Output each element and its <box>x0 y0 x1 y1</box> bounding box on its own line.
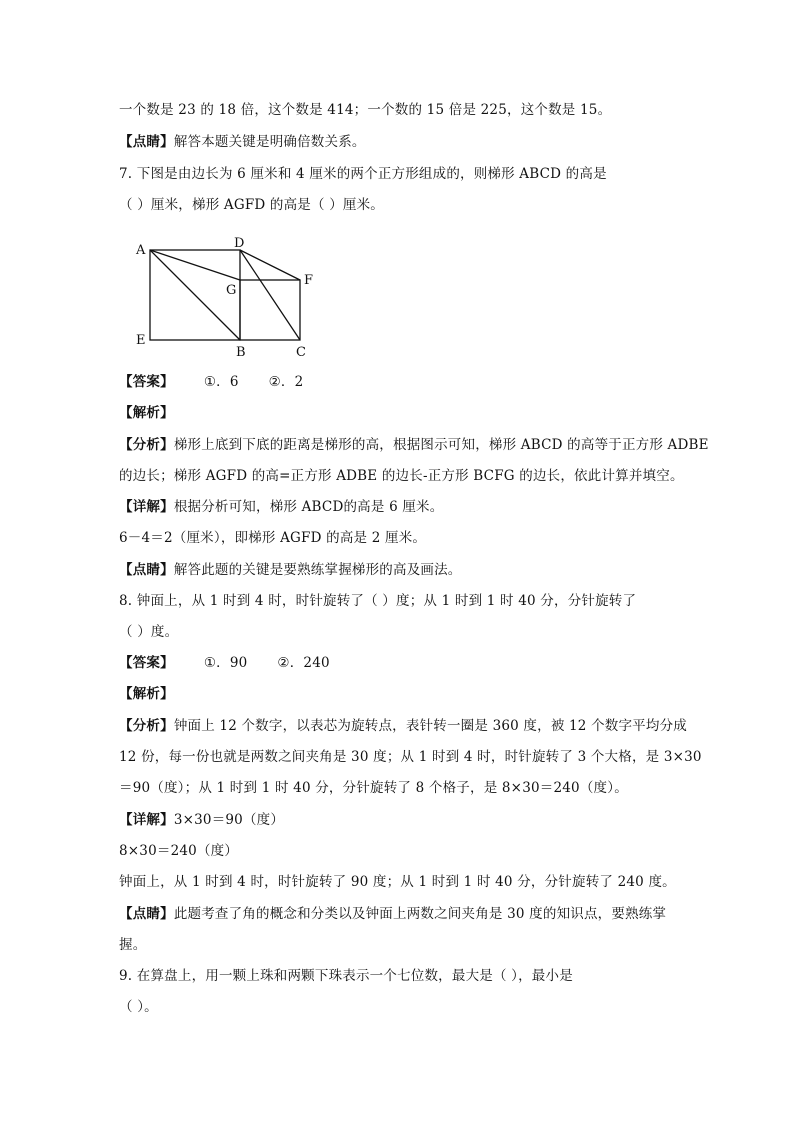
detail-line <box>119 497 699 517</box>
analysis-line <box>119 435 709 455</box>
answer-2: ②．240 <box>277 655 330 671</box>
label-d: D <box>234 236 245 251</box>
answer-line <box>119 653 699 673</box>
analysis-line <box>119 716 699 736</box>
detail-line <box>119 810 699 830</box>
dianjing-line: 握。 <box>119 937 147 953</box>
tag-xiangjie: 【详解】 <box>119 499 174 515</box>
dianjing-line <box>119 904 699 924</box>
question-9-line-2: （ ）。 <box>119 999 158 1015</box>
question-8-line-2: （ ）度。 <box>119 624 179 640</box>
question-8-line-1: 8. 钟面上，从 1 时到 4 时，时针旋转了（ ）度；从 1 时到 1 时 40 分，分针旋转了 <box>119 593 637 609</box>
tag-dianjing: 【点睛】 <box>119 562 174 578</box>
label-e: E <box>136 333 146 348</box>
line-dc <box>240 250 300 340</box>
label-a: A <box>136 243 146 258</box>
label-b: B <box>236 345 246 360</box>
detail-line: 钟面上，从 1 时到 4 时，时针旋转了 90 度；从 1 时到 1 时 40 分，分针旋转了 240 度。 <box>119 874 676 890</box>
tag-dianjing: 【点睛】 <box>119 906 174 922</box>
line-df <box>240 250 300 280</box>
detail-line: 8×30＝240（度） <box>119 843 239 859</box>
tag-answer: 【答案】 <box>119 374 174 390</box>
tag-fenxi: 【分析】 <box>119 718 174 734</box>
tag-dianjing: 【点睛】 <box>119 134 174 150</box>
detail-line: 6－4＝2（厘米），即梯形 AGFD 的高是 2 厘米。 <box>119 530 427 546</box>
trapezoid-figure <box>130 232 330 362</box>
label-g: G <box>226 283 237 298</box>
square-bcfg <box>240 280 300 340</box>
text: 解答此题的关键是要熟练掌握梯形的高及画法。 <box>173 562 462 578</box>
text-line <box>119 132 699 152</box>
answer-1: ①．90 <box>203 655 248 671</box>
text: 梯形上底到下底的距离是梯形的高，根据图示可知，梯形 ABCD 的高等于正方形 ADBE <box>173 437 709 453</box>
text: 解答本题关键是明确倍数关系。 <box>173 134 366 150</box>
analysis-line: 12 份，每一份也就是两数之间夹角是 30 度；从 1 时到 4 时，时针旋转了 3 个大格，是 3×30 <box>119 749 702 765</box>
answer-2: ②．2 <box>268 374 304 390</box>
tag-xiangjie: 【详解】 <box>119 812 174 828</box>
line-ag <box>150 250 240 280</box>
question-7-line-2: （ ）厘米，梯形 AGFD 的高是（ ）厘米。 <box>119 197 384 213</box>
tag-jiexi: 【解析】 <box>119 405 174 421</box>
text-line: 一个数是 23 的 18 倍，这个数是 414；一个数的 15 倍是 225，这个数是 15。 <box>119 102 612 118</box>
text: 根据分析可知，梯形 ABCD的高是 6 厘米。 <box>173 499 444 515</box>
text: 3×30＝90（度） <box>173 812 285 828</box>
question-9-line-1: 9. 在算盘上，用一颗上珠和两颗下珠表示一个七位数，最大是（ ），最小是 <box>119 968 573 984</box>
figure-svg <box>130 232 330 362</box>
label-c: C <box>296 345 306 360</box>
answer-1: ①．6 <box>203 374 239 390</box>
text: 钟面上 12 个数字，以表芯为旋转点，表针转一圈是 360 度，被 12 个数字平均分成 <box>173 718 687 734</box>
answer-line <box>119 372 699 392</box>
analysis-line: ＝90（度）；从 1 时到 1 时 40 分，分针旋转了 8 个格子，是 8×30＝240（度）。 <box>119 780 628 796</box>
tag-fenxi: 【分析】 <box>119 437 174 453</box>
tag-answer: 【答案】 <box>119 655 174 671</box>
analysis-line: 的边长；梯形 AGFD 的高=正方形 ADBE 的边长-正方形 BCFG 的边长，依此计算并填空。 <box>119 468 684 484</box>
dianjing-line <box>119 560 699 580</box>
question-7-line-1: 7. 下图是由边长为 6 厘米和 4 厘米的两个正方形组成的，则梯形 ABCD 的高是 <box>119 166 607 182</box>
label-f: F <box>304 273 314 288</box>
text: 此题考查了角的概念和分类以及钟面上两数之间夹角是 30 度的知识点，要熟练掌 <box>173 906 667 922</box>
tag-jiexi: 【解析】 <box>119 686 174 702</box>
